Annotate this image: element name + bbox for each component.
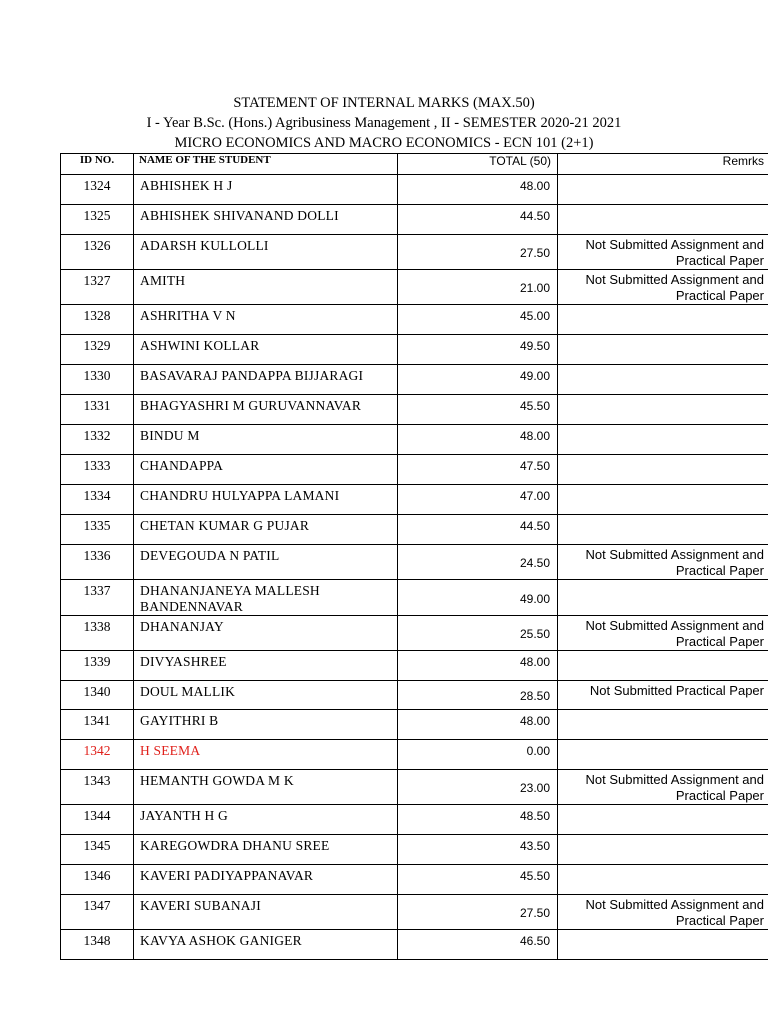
total-marks-cell: 28.50 xyxy=(398,681,558,710)
student-id-cell: 1338 xyxy=(61,616,134,651)
total-marks-cell: 44.50 xyxy=(398,205,558,235)
student-id-cell: 1334 xyxy=(61,485,134,515)
student-id-cell: 1341 xyxy=(61,710,134,740)
table-row xyxy=(61,425,768,455)
student-name-cell: JAYANTH H G xyxy=(134,805,398,835)
total-marks-cell: 47.50 xyxy=(398,455,558,485)
table-header-row xyxy=(61,154,768,175)
student-id-cell: 1344 xyxy=(61,805,134,835)
student-id-cell: 1343 xyxy=(61,770,134,805)
total-marks-cell: 44.50 xyxy=(398,515,558,545)
student-id-cell: 1339 xyxy=(61,651,134,681)
total-marks-cell: 21.00 xyxy=(398,270,558,305)
remarks-cell xyxy=(558,175,768,205)
student-id-cell: 1327 xyxy=(61,270,134,305)
student-id-cell: 1324 xyxy=(61,175,134,205)
remarks-cell: Not Submitted Assignment and Practical Paper xyxy=(558,895,768,930)
table-row xyxy=(61,235,768,270)
remarks-cell xyxy=(558,425,768,455)
table-row xyxy=(61,270,768,305)
student-name-cell: ASHRITHA V N xyxy=(134,305,398,335)
student-name-cell: ABHISHEK SHIVANAND DOLLI xyxy=(134,205,398,235)
remarks-cell xyxy=(558,740,768,770)
remarks-cell: Not Submitted Practical Paper xyxy=(558,681,768,710)
remarks-cell xyxy=(558,485,768,515)
student-id-cell: 1335 xyxy=(61,515,134,545)
student-id-cell: 1340 xyxy=(61,681,134,710)
student-name-cell: CHETAN KUMAR G PUJAR xyxy=(134,515,398,545)
total-marks-cell: 48.00 xyxy=(398,710,558,740)
column-header-id: ID NO. xyxy=(61,154,134,175)
remarks-cell xyxy=(558,455,768,485)
student-name-cell: KAREGOWDRA DHANU SREE xyxy=(134,835,398,865)
student-name-cell: CHANDAPPA xyxy=(134,455,398,485)
table-row xyxy=(61,651,768,681)
table-row xyxy=(61,515,768,545)
remarks-cell: Not Submitted Assignment and Practical Paper xyxy=(558,770,768,805)
student-name-cell: GAYITHRI B xyxy=(134,710,398,740)
total-marks-cell: 45.50 xyxy=(398,395,558,425)
course-program-line: I - Year B.Sc. (Hons.) Agribusiness Management , II - SEMESTER 2020-21 2021 xyxy=(146,115,622,131)
table-row xyxy=(61,895,768,930)
remarks-cell: Not Submitted Assignment and Practical Paper xyxy=(558,545,768,580)
total-marks-cell: 48.00 xyxy=(398,425,558,455)
student-name-cell: KAVERI PADIYAPPANAVAR xyxy=(134,865,398,895)
remarks-cell xyxy=(558,710,768,740)
student-id-cell: 1325 xyxy=(61,205,134,235)
table-row xyxy=(61,485,768,515)
student-name-cell: CHANDRU HULYAPPA LAMANI xyxy=(134,485,398,515)
student-name-cell: BHAGYASHRI M GURUVANNAVAR xyxy=(134,395,398,425)
table-row xyxy=(61,395,768,425)
student-name-cell: H SEEMA xyxy=(134,740,398,770)
table-row xyxy=(61,335,768,365)
total-marks-cell: 24.50 xyxy=(398,545,558,580)
table-row xyxy=(61,930,768,960)
column-header-name: NAME OF THE STUDENT xyxy=(134,154,398,175)
marks-table xyxy=(60,153,768,960)
student-name-cell: ABHISHEK H J xyxy=(134,175,398,205)
remarks-cell xyxy=(558,335,768,365)
student-name-cell: DHANANJANEYA MALLESH BANDENNAVAR xyxy=(134,580,398,616)
remarks-cell: Not Submitted Assignment and Practical Paper xyxy=(558,270,768,305)
total-marks-cell: 43.50 xyxy=(398,835,558,865)
student-id-cell: 1332 xyxy=(61,425,134,455)
total-marks-cell: 48.50 xyxy=(398,805,558,835)
remarks-cell xyxy=(558,365,768,395)
total-marks-cell: 27.50 xyxy=(398,895,558,930)
student-id-cell: 1342 xyxy=(61,740,134,770)
student-name-cell: KAVERI SUBANAJI xyxy=(134,895,398,930)
remarks-cell: Not Submitted Assignment and Practical Paper xyxy=(558,235,768,270)
remarks-cell xyxy=(558,865,768,895)
total-marks-cell: 46.50 xyxy=(398,930,558,960)
student-id-cell: 1328 xyxy=(61,305,134,335)
remarks-cell xyxy=(558,205,768,235)
table-row xyxy=(61,710,768,740)
total-marks-cell: 0.00 xyxy=(398,740,558,770)
total-marks-cell: 48.00 xyxy=(398,651,558,681)
student-id-cell: 1346 xyxy=(61,865,134,895)
student-name-cell: DEVEGOUDA N PATIL xyxy=(134,545,398,580)
total-marks-cell: 25.50 xyxy=(398,616,558,651)
table-row xyxy=(61,305,768,335)
total-marks-cell: 23.00 xyxy=(398,770,558,805)
table-row xyxy=(61,455,768,485)
column-header-total: TOTAL (50) xyxy=(398,154,558,175)
total-marks-cell: 49.00 xyxy=(398,580,558,616)
total-marks-cell: 45.50 xyxy=(398,865,558,895)
student-name-cell: DOUL MALLIK xyxy=(134,681,398,710)
student-id-cell: 1330 xyxy=(61,365,134,395)
student-id-cell: 1345 xyxy=(61,835,134,865)
student-id-cell: 1336 xyxy=(61,545,134,580)
table-row xyxy=(61,365,768,395)
student-name-cell: HEMANTH GOWDA M K xyxy=(134,770,398,805)
total-marks-cell: 47.00 xyxy=(398,485,558,515)
student-name-cell: DIVYASHREE xyxy=(134,651,398,681)
table-row xyxy=(61,835,768,865)
remarks-cell xyxy=(558,930,768,960)
table-row xyxy=(61,770,768,805)
student-id-cell: 1331 xyxy=(61,395,134,425)
student-name-cell: ASHWINI KOLLAR xyxy=(134,335,398,365)
subject-line: MICRO ECONOMICS AND MACRO ECONOMICS - ECN 101 (2+1) xyxy=(174,135,594,151)
remarks-cell: Not Submitted Assignment and Practical Paper xyxy=(558,616,768,651)
total-marks-cell: 48.00 xyxy=(398,175,558,205)
remarks-cell xyxy=(558,515,768,545)
total-marks-cell: 27.50 xyxy=(398,235,558,270)
student-id-cell: 1326 xyxy=(61,235,134,270)
student-name-cell: AMITH xyxy=(134,270,398,305)
table-row xyxy=(61,805,768,835)
student-id-cell: 1333 xyxy=(61,455,134,485)
student-name-cell: KAVYA ASHOK GANIGER xyxy=(134,930,398,960)
column-header-remarks: Remrks xyxy=(558,154,768,175)
student-name-cell: ADARSH KULLOLLI xyxy=(134,235,398,270)
table-row xyxy=(61,616,768,651)
table-row xyxy=(61,205,768,235)
remarks-cell xyxy=(558,395,768,425)
table-row xyxy=(61,681,768,710)
student-name-cell: BINDU M xyxy=(134,425,398,455)
table-row xyxy=(61,865,768,895)
document-title: STATEMENT OF INTERNAL MARKS (MAX.50) xyxy=(233,95,535,111)
student-id-cell: 1347 xyxy=(61,895,134,930)
student-name-cell: BASAVARAJ PANDAPPA BIJJARAGI xyxy=(134,365,398,395)
total-marks-cell: 45.00 xyxy=(398,305,558,335)
table-row xyxy=(61,740,768,770)
remarks-cell xyxy=(558,580,768,616)
total-marks-cell: 49.50 xyxy=(398,335,558,365)
student-id-cell: 1337 xyxy=(61,580,134,616)
total-marks-cell: 49.00 xyxy=(398,365,558,395)
remarks-cell xyxy=(558,805,768,835)
table-row xyxy=(61,545,768,580)
student-id-cell: 1348 xyxy=(61,930,134,960)
remarks-cell xyxy=(558,835,768,865)
remarks-cell xyxy=(558,305,768,335)
table-row xyxy=(61,175,768,205)
student-id-cell: 1329 xyxy=(61,335,134,365)
remarks-cell xyxy=(558,651,768,681)
table-row xyxy=(61,580,768,616)
student-name-cell: DHANANJAY xyxy=(134,616,398,651)
